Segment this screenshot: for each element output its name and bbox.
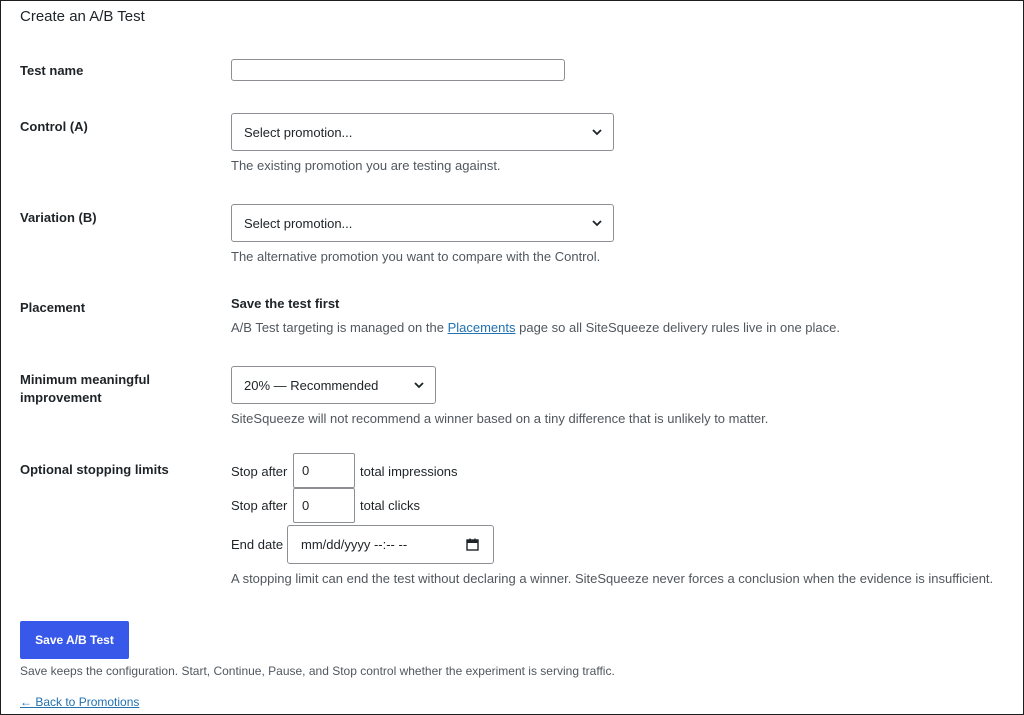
placements-link[interactable]: Placements — [447, 320, 516, 335]
placement-help-before: A/B Test targeting is managed on the — [231, 320, 448, 335]
chevron-down-icon — [591, 217, 603, 229]
save-note: Save keeps the configuration. Start, Continue, Pause, and Stop control whether the experiment is serving traffic. — [20, 664, 615, 678]
impressions-prefix: Stop after — [231, 464, 288, 479]
control-select[interactable] — [231, 113, 614, 151]
clicks-value: 0 — [302, 498, 310, 513]
placement-help-after: page so all SiteSqueeze delivery rules live in one place. — [515, 320, 840, 335]
calendar-icon[interactable] — [466, 538, 479, 551]
impressions-suffix: total impressions — [360, 464, 458, 479]
variation-help: The alternative promotion you want to compare with the Control. — [231, 249, 601, 264]
variation-label: Variation (B) — [20, 210, 97, 225]
control-label: Control (A) — [20, 119, 88, 134]
stopping-help: A stopping limit can end the test without declaring a winner. SiteSqueeze never forces a conclusion when the evidence is insufficient. — [231, 571, 994, 586]
control-help: The existing promotion you are testing against. — [231, 158, 501, 173]
variation-select[interactable] — [231, 204, 614, 242]
placement-heading: Save the test first — [231, 296, 340, 311]
end-date-placeholder: mm/dd/yyyy --:-- -- — [301, 537, 408, 552]
end-date-label: End date — [231, 537, 284, 552]
clicks-suffix: total clicks — [360, 498, 420, 513]
variation-select-value: Select promotion... — [244, 215, 353, 231]
control-select-value: Select promotion... — [244, 124, 353, 140]
chevron-down-icon — [413, 379, 425, 391]
test-name-input[interactable] — [231, 59, 565, 81]
min-improvement-label: Minimum meaningful improvement — [20, 372, 150, 405]
min-improvement-value: 20% — Recommended — [244, 377, 379, 393]
stopping-limits-label: Optional stopping limits — [20, 462, 169, 477]
page-title: Create an A/B Test — [20, 8, 145, 25]
min-improvement-help: SiteSqueeze will not recommend a winner based on a tiny difference that is unlikely to matter. — [231, 411, 769, 426]
impressions-value: 0 — [302, 463, 310, 478]
placement-help — [231, 320, 840, 335]
back-to-promotions-link[interactable]: ← Back to Promotions — [20, 695, 140, 709]
min-improvement-select[interactable] — [231, 366, 436, 404]
save-ab-test-button[interactable]: Save A/B Test — [20, 621, 129, 659]
impressions-input[interactable] — [293, 453, 355, 488]
chevron-down-icon — [591, 126, 603, 138]
end-date-input[interactable] — [287, 525, 494, 564]
test-name-label: Test name — [20, 63, 84, 78]
placement-label: Placement — [20, 300, 86, 315]
clicks-prefix: Stop after — [231, 498, 288, 513]
clicks-input[interactable] — [293, 488, 355, 523]
